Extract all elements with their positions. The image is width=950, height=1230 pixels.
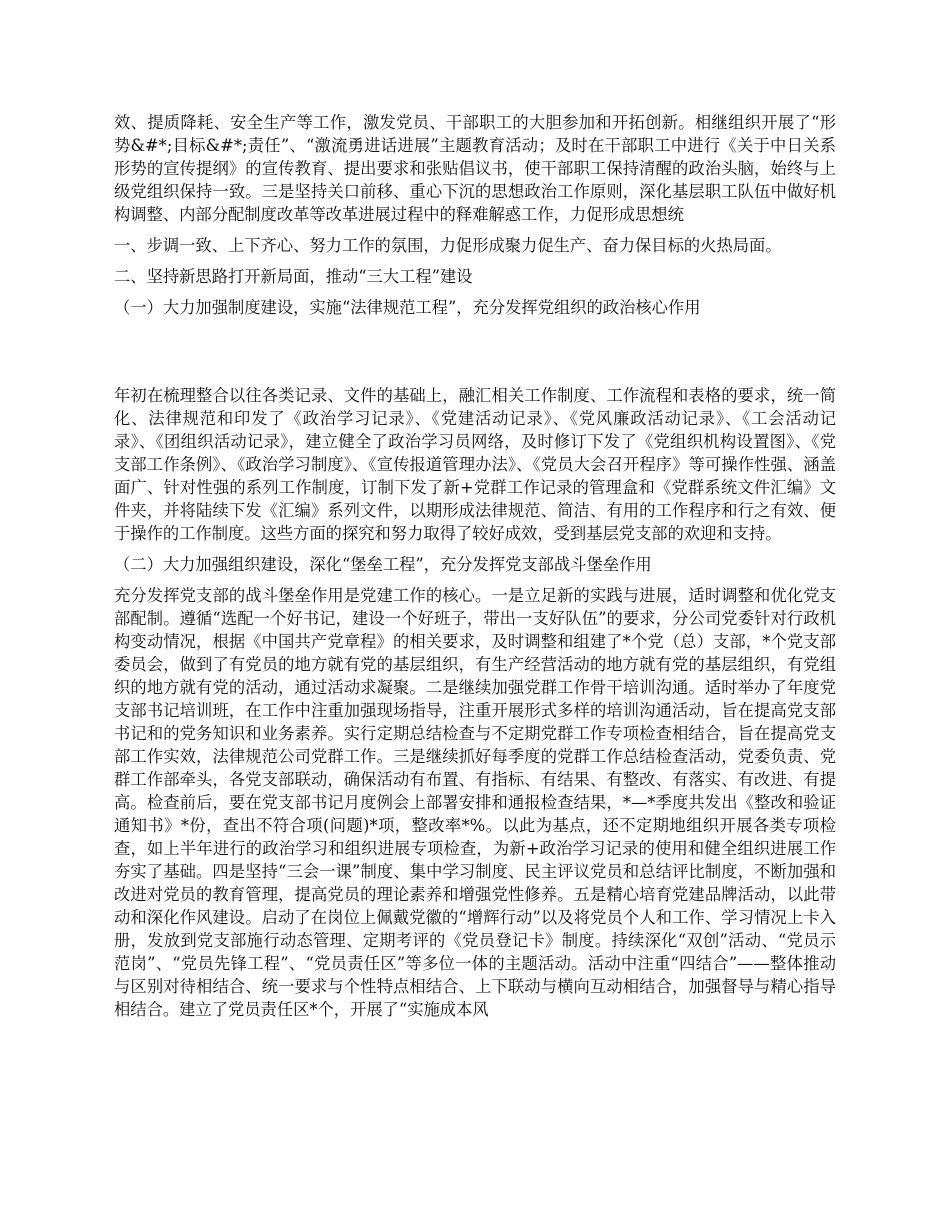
heading-subsection-one: （一）大力加强制度建设，实施“法律规范工程”，充分发挥党组织的政治核心作用 bbox=[114, 298, 701, 317]
document-page bbox=[114, 111, 836, 1029]
blank-spacer bbox=[114, 327, 836, 384]
heading-subsection-two: （二）大力加强组织建设，深化“堡垒工程”，充分发挥党支部战斗堡垒作用 bbox=[114, 555, 652, 574]
paragraph-intro-continuation: 效、提质降耗、安全生产等工作，激发党员、干部职工的大胆参加和开拓创新。相继组织开展了“形势&#*;目标&#*;责任”、“激流勇进话进展”主题教育活动；及时在干部职工中进行《关于中日关系形势的宣传提纲》的宣传教育、提出要求和张贴倡议书，使干部职工保持清醒的政治头脑，始终与上级党组织保持一致。三是坚持关口前移、重心下沉的思想政治工作原则，深化基层职工队伍中做好机构调整、内部分配制度改革等改革进展过程中的释难解惑工作，力促形成思想统 bbox=[114, 113, 836, 224]
paragraph-system-construction: 年初在梳理整合以往各类记录、文件的基础上，融汇相关工作制度、工作流程和表格的要求，统一简化、法律规范和印发了《政治学习记录》、《党建活动记录》、《党风廉政活动记录》、《工会活动记录》、《团组织活动记录》，建立健全了政治学习员网络，及时修订下发了《党组织机构设置图》、《党支部工作条例》、《政治学习制度》、《宣传报道管理办法》、《党员大会召开程序》等可操作性强、涵盖面广、针对性强的系列工作制度，订制下发了新+党群工作记录的管理盒和《党群系统文件汇编》文件夹，并将陆续下发《汇编》系列文件，以期形成法律规范、简洁、有用的工作程序和行之有效、便于操作的工作制度。这些方面的探究和努力取得了较好成效，受到基层党支部的欢迎和支持。 bbox=[114, 386, 836, 543]
paragraph-section-one: 一、步调一致、上下齐心、努力工作的氛围，力促形成聚力促生产、奋力保目标的火热局面。 bbox=[114, 236, 782, 255]
heading-section-two: 二、坚持新思路打开新局面，推动“三大工程”建设 bbox=[114, 267, 473, 286]
paragraph-organization-construction: 充分发挥党支部的战斗堡垒作用是党建工作的核心。一是立足新的实践与进展，适时调整和优化党支部配制。遵循“选配一个好书记，建设一个好班子，带出一支好队伍”的要求，分公司党委针对行政机构变动情况，根据《中国共产党章程》的相关要求，及时调整和组建了*个党（总）支部，*个党支部委员会，做到了有党员的地方就有党的基层组织，有生产经营活动的地方就有党的基层组织，有党组织的地方就有党的活动，通过活动求凝聚。二是继续加强党群工作骨干培训沟通。适时举办了年度党支部书记培训班，在工作中注重加强现场指导，注重开展形式多样的培训沟通活动，旨在提高党支部书记和的党务知识和业务素养。实行定期总结检查与不定期党群工作专项检查相结合，旨在提高党支部工作实效，法律规范公司党群工作。三是继续抓好每季度的党群工作总结检查活动，党委负责、党群工作部牵头，各党支部联动，确保活动有布置、有指标、有结果、有整改、有落实、有改进、有提高。检查前后，要在党支部书记月度例会上部署安排和通报检查结果，*—*季度共发出《整改和验证通知书》*份，查出不符合项(问题)*项，整改率*%。以此为基点，还不定期地组织开展各类专项检查，如上半年进行的政治学习和组织进展专项检查，为新+政治学习记录的使用和健全组织进展工作夯实了基础。四是坚持“三会一课”制度、集中学习制度、民主评议党员和总结评比制度，不断加强和改进对党员的教育管理，提高党员的理论素养和增强党性修养。五是精心培育党建品牌活动，以此带动和深化作风建设。启动了在岗位上佩戴党徽的“增辉行动”以及将党员个人和工作、学习情况上卡入册，发放到党支部施行动态管理、定期考评的《党员登记卡》制度。持续深化“双创”活动、“党员示范岗”、“党员先锋工程”、“党员责任区”等多位一体的主题活动。活动中注重“四结合”——整体推动与区别对待相结合、统一要求与个性特点相结合、上下联动与横向互动相结合，加强督导与精心指导相结合。建立了党员责任区*个，开展了“实施成本风 bbox=[114, 586, 836, 1019]
